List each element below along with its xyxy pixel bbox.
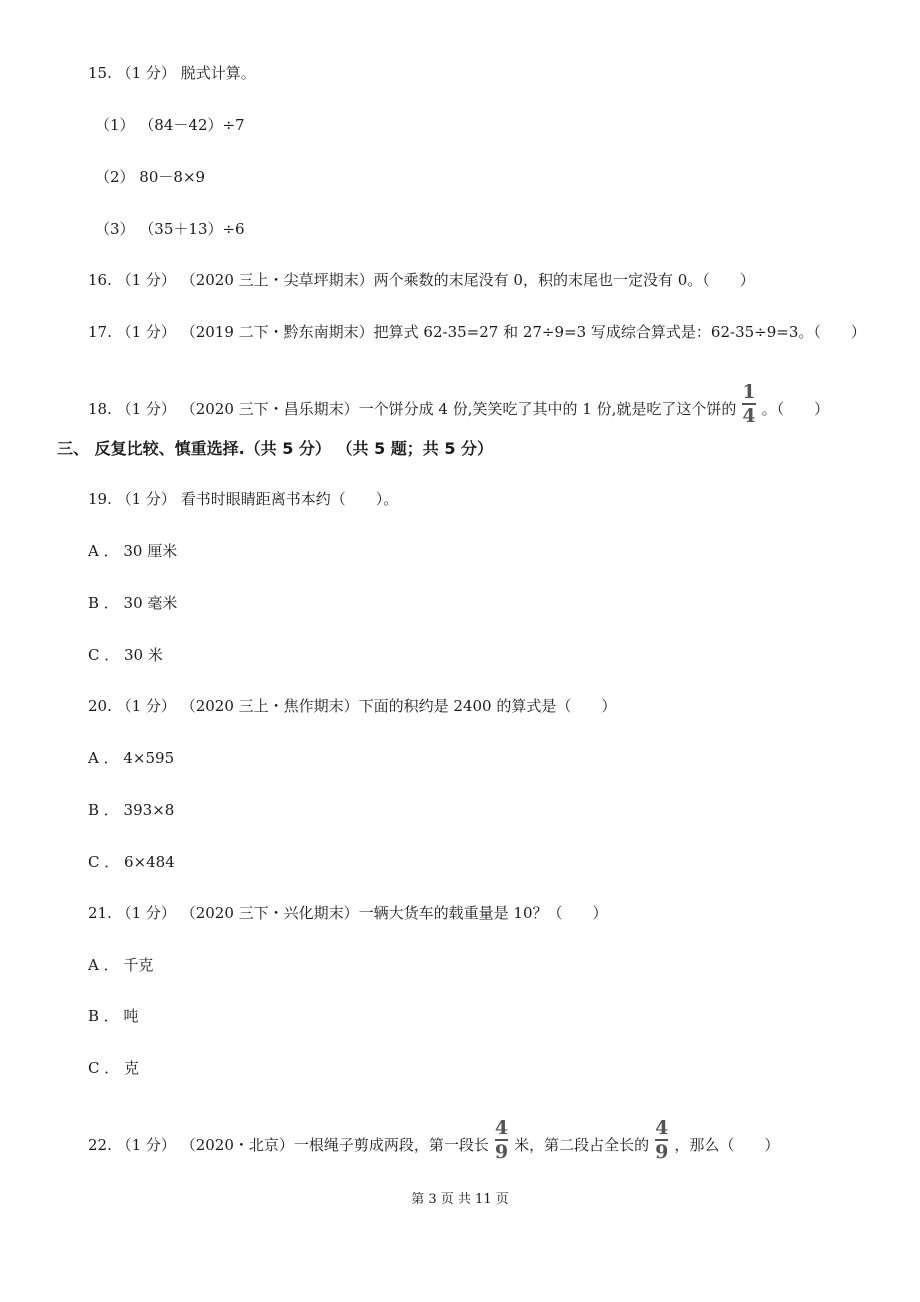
question-22 (88, 1117, 780, 1167)
q20-option-b: B ． 393×8 (88, 801, 175, 819)
q22-text-mid: 米，第二段占全长的 (514, 1136, 650, 1154)
q21-option-c: C ． 克 (88, 1059, 140, 1077)
question-16: 16. （1 分） （2020 三上・尖草坪期末）两个乘数的末尾没有 0，积的末尾也一定没有 0。（ ） (88, 271, 755, 289)
q15-sub-1: （1） （84－42）÷7 (95, 116, 245, 134)
question-21: 21. （1 分） （2020 三下・兴化期末）一辆大货车的载重量是 10？（ ） (88, 904, 608, 922)
section-3-heading: 三、 反复比较、慎重选择.（共 5 分） （共 5 题；共 5 分） (57, 439, 494, 458)
page-footer: 第 3 页 共 11 页 (411, 1192, 509, 1207)
q19-option-b: B ． 30 毫米 (88, 594, 178, 612)
q21-option-a: A ． 千克 (88, 956, 154, 974)
question-18 (88, 381, 830, 431)
q21-option-b: B ． 吨 (88, 1007, 139, 1025)
q19-option-a: A ． 30 厘米 (88, 542, 178, 560)
q18-text-post: 。（ ） (761, 400, 830, 418)
q19-option-c: C ． 30 米 (88, 646, 163, 664)
q20-option-a: A ． 4×595 (88, 749, 175, 767)
question-17: 17. （1 分） （2019 二下・黔东南期末）把算式 62-35=27 和 27÷9=3 写成综合算式是：62-35÷9=3。（ ） (88, 323, 866, 341)
question-20: 20. （1 分） （2020 三上・焦作期末）下面的积约是 2400 的算式是（ ） (88, 697, 617, 715)
q18-text-pre: 18. （1 分） （2020 三下・昌乐期末）一个饼分成 4 份,笑笑吃了其中的 1 份,就是吃了这个饼的 (88, 400, 737, 418)
q20-option-c: C ． 6×484 (88, 853, 175, 871)
question-15: 15. （1 分） 脱式计算。 (88, 64, 256, 82)
fraction-one-quarter: $\frac{1}{4}$ (742, 381, 756, 427)
q22-text-pre: 22. （1 分） （2020・北京）一根绳子剪成两段，第一段长 (88, 1136, 489, 1154)
q15-sub-2: （2） 80－8×9 (95, 168, 206, 186)
q15-sub-3: （3） （35＋13）÷6 (95, 220, 245, 238)
fraction-four-ninths-length: $\frac{4}{9}$ (494, 1117, 509, 1163)
fraction-four-ninths-ratio: $\frac{4}{9}$ (655, 1117, 669, 1163)
q22-text-post: ，那么（ ） (674, 1136, 780, 1154)
question-19: 19. （1 分） 看书时眼睛距离书本约（ ）。 (88, 490, 399, 508)
